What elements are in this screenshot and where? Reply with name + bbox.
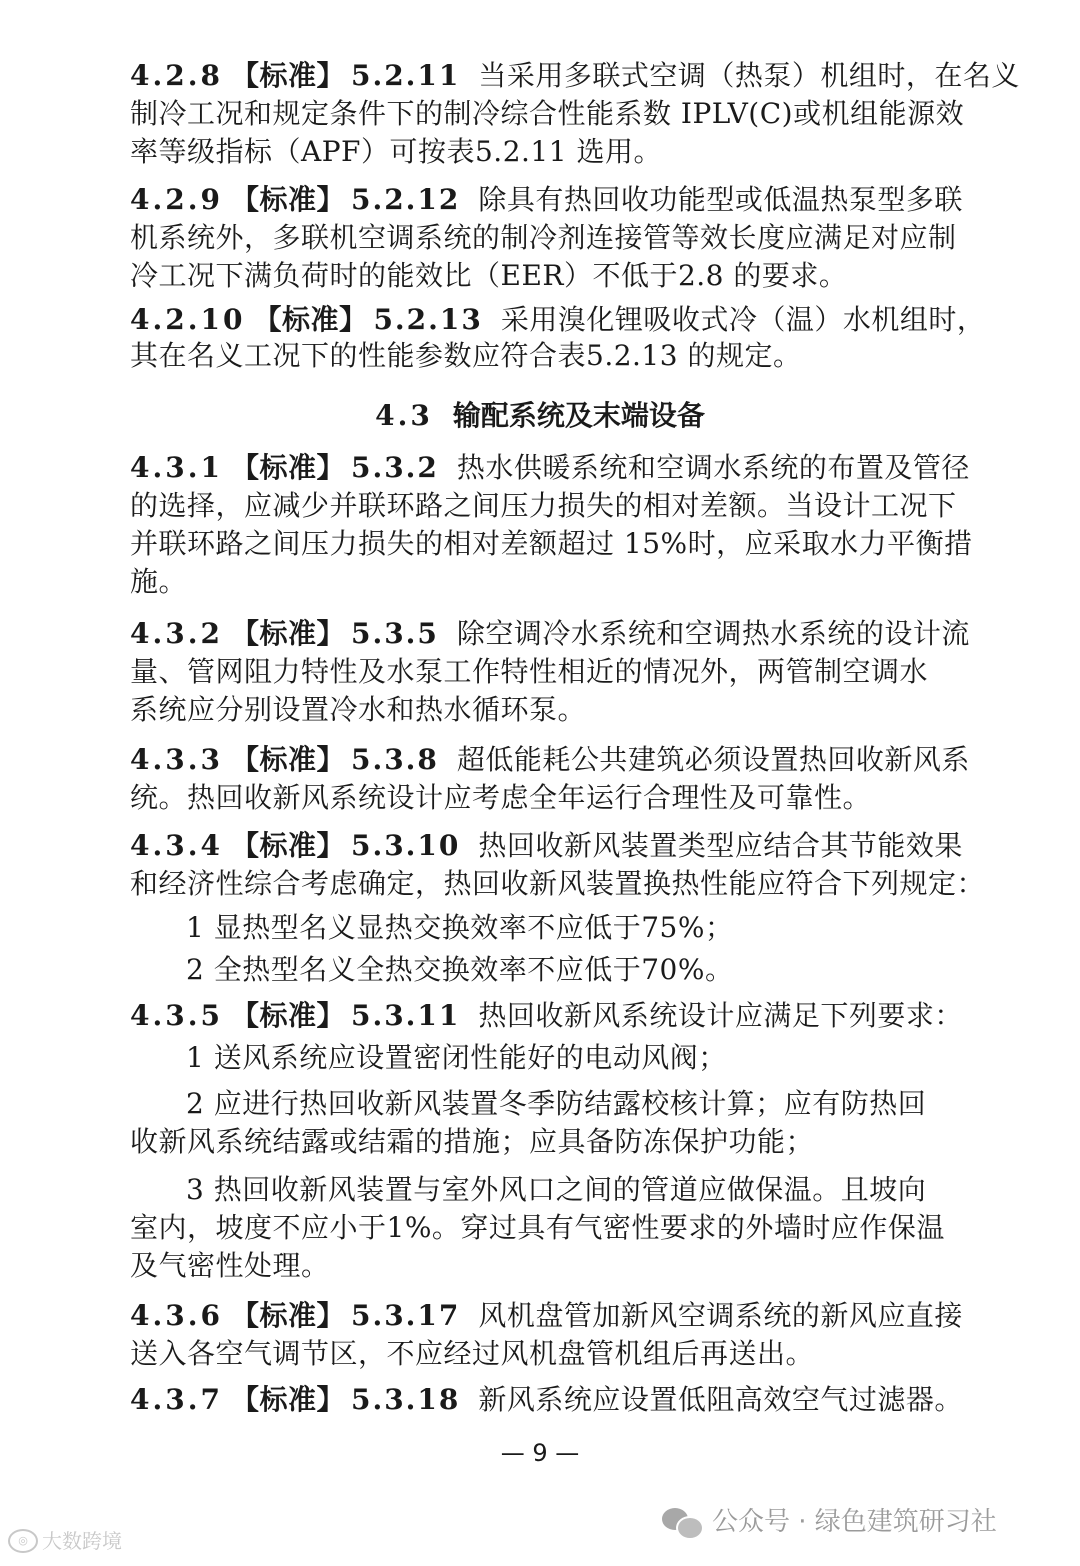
clause-4-2-10-line-1: [130, 302, 986, 338]
clause-number: 4.3.4: [130, 829, 223, 862]
clause-4-3-1-line-1: [130, 450, 970, 486]
clause-text: 新风系统应设置低阻高效空气过滤器。: [478, 1383, 963, 1416]
clause-number: 4.3.2: [130, 617, 223, 650]
clause-4-3-5-item-3-line-1: 3 热回收新风装置与室外风口之间的管道应做保温。且坡向: [186, 1173, 927, 1206]
clause-4-3-5-item-2-line-2: 收新风系统结露或结霜的措施；应具备防冻保护功能；: [130, 1125, 815, 1158]
clause-4-2-9-line-2: 机系统外，多联机空调系统的制冷剂连接管等效长度应满足对应制: [130, 221, 957, 254]
clause-4-3-3-line-2: 统。热回收新风系统设计应考虑全年运行合理性及可靠性。: [130, 781, 872, 814]
clause-text: 热回收新风装置类型应结合其节能效果: [478, 829, 963, 862]
clause-4-2-8-line-3: 率等级指标（APF）可按表5.2.11 选用。: [130, 135, 662, 168]
clause-4-3-1-line-3: 并联环路之间压力损失的相对差额超过 15%时，应采取水力平衡措: [130, 527, 973, 560]
clause-tag: 【标准】: [230, 829, 345, 862]
clause-text: 除空调冷水系统和空调热水系统的设计流: [456, 617, 970, 650]
clause-tag: 【标准】: [230, 1383, 345, 1416]
clause-tag: 【标准】: [230, 999, 345, 1032]
clause-4-3-4-item-2: 2 全热型名义全热交换效率不应低于70%。: [186, 953, 734, 986]
watermark-right-text: 公众号 · 绿色建筑研习社: [712, 1507, 997, 1537]
logo-icon: ◎: [8, 1529, 38, 1553]
clause-number: 4.2.10: [130, 303, 246, 336]
clause-4-2-8-line-1: [130, 58, 1020, 94]
section-title: 输配系统及末端设备: [452, 399, 705, 432]
clause-4-3-5-item-3-line-3: 及气密性处理。: [130, 1249, 330, 1282]
clause-ref: 5.2.11: [350, 59, 461, 92]
clause-4-3-4-item-1: 1 显热型名义显热交换效率不应低于75%；: [186, 911, 734, 944]
clause-number: 4.3.5: [130, 999, 223, 1032]
clause-text: 当采用多联式空调（热泵）机组时，在名义: [478, 59, 1020, 92]
clause-tag: 【标准】: [230, 451, 345, 484]
section-heading: [0, 398, 1080, 434]
clause-4-2-9-line-3: 冷工况下满负荷时的能效比（EER）不低于2.8 的要求。: [130, 259, 848, 292]
page-number: — 9 —: [500, 1439, 580, 1467]
clause-number: 4.3.6: [130, 1299, 223, 1332]
clause-number: 4.3.7: [130, 1383, 223, 1416]
clause-text: 热水供暖系统和空调水系统的布置及管径: [456, 451, 970, 484]
clause-text: 超低能耗公共建筑必须设置热回收新风系: [456, 743, 970, 776]
clause-number: 4.3.3: [130, 743, 223, 776]
clause-ref: 5.2.12: [350, 183, 461, 216]
clause-4-3-5-line-1: [130, 998, 970, 1034]
clause-ref: 5.3.11: [350, 999, 461, 1032]
watermark-right: [662, 1504, 997, 1540]
clause-4-3-2-line-2: 量、管网阻力特性及水泵工作特性相近的情况外，两管制空调水: [130, 655, 929, 688]
clause-4-3-6-line-1: [130, 1298, 970, 1334]
clause-4-3-2-line-1: [130, 616, 970, 652]
section-number: 4.3: [375, 399, 433, 432]
clause-ref: 5.3.10: [350, 829, 461, 862]
clause-tag: 【标准】: [253, 303, 368, 336]
wechat-icon: [662, 1506, 702, 1538]
clause-4-3-2-line-3: 系统应分别设置冷水和热水循环泵。: [130, 693, 587, 726]
clause-4-3-4-line-2: 和经济性综合考虑确定，热回收新风装置换热性能应符合下列规定：: [130, 867, 986, 900]
clause-text: 风机盘管加新风空调系统的新风应直接: [478, 1299, 963, 1332]
clause-4-3-5-item-1: 1 送风系统应设置密闭性能好的电动风阀；: [186, 1041, 727, 1074]
clause-number: 4.3.1: [130, 451, 223, 484]
clause-ref: 5.3.2: [350, 451, 439, 484]
clause-tag: 【标准】: [230, 617, 345, 650]
clause-4-2-8-line-2: 制冷工况和规定条件下的制冷综合性能系数 IPLV(C)或机组能源效: [130, 97, 965, 130]
clause-4-3-1-line-2: 的选择，应减少并联环路之间压力损失的相对差额。当设计工况下: [130, 489, 957, 522]
clause-ref: 5.3.18: [350, 1383, 461, 1416]
clause-tag: 【标准】: [230, 59, 345, 92]
clause-text: 热回收新风系统设计应满足下列要求：: [478, 999, 963, 1032]
clause-ref: 5.3.17: [350, 1299, 461, 1332]
clause-text: 除具有热回收功能型或低温热泵型多联: [478, 183, 963, 216]
clause-number: 4.2.8: [130, 59, 223, 92]
clause-4-2-10-line-2: 其在名义工况下的性能参数应符合表5.2.13 的规定。: [130, 339, 802, 372]
clause-4-3-5-item-2-line-1: 2 应进行热回收新风装置冬季防结露校核计算；应有防热回: [186, 1087, 927, 1120]
clause-4-3-7-line-1: [130, 1382, 970, 1418]
clause-ref: 5.2.13: [373, 303, 483, 336]
clause-4-3-6-line-2: 送入各空气调节区，不应经过风机盘管机组后再送出。: [130, 1337, 815, 1370]
clause-4-3-1-line-4: 施。: [130, 565, 188, 598]
clause-text: 采用溴化锂吸收式冷（温）水机组时，: [500, 303, 986, 336]
clause-number: 4.2.9: [130, 183, 223, 216]
watermark-left: [8, 1528, 122, 1554]
clause-4-3-5-item-3-line-2: 室内，坡度不应小于1%。穿过具有气密性要求的外墙时应作保温: [130, 1211, 945, 1244]
clause-4-3-4-line-1: [130, 828, 970, 864]
clause-4-3-3-line-1: [130, 742, 970, 778]
watermark-left-text: 大数跨境: [42, 1529, 122, 1553]
clause-4-2-9-line-1: [130, 182, 970, 218]
clause-tag: 【标准】: [230, 183, 345, 216]
clause-ref: 5.3.5: [350, 617, 439, 650]
clause-tag: 【标准】: [230, 743, 345, 776]
clause-ref: 5.3.8: [350, 743, 439, 776]
clause-tag: 【标准】: [230, 1299, 345, 1332]
